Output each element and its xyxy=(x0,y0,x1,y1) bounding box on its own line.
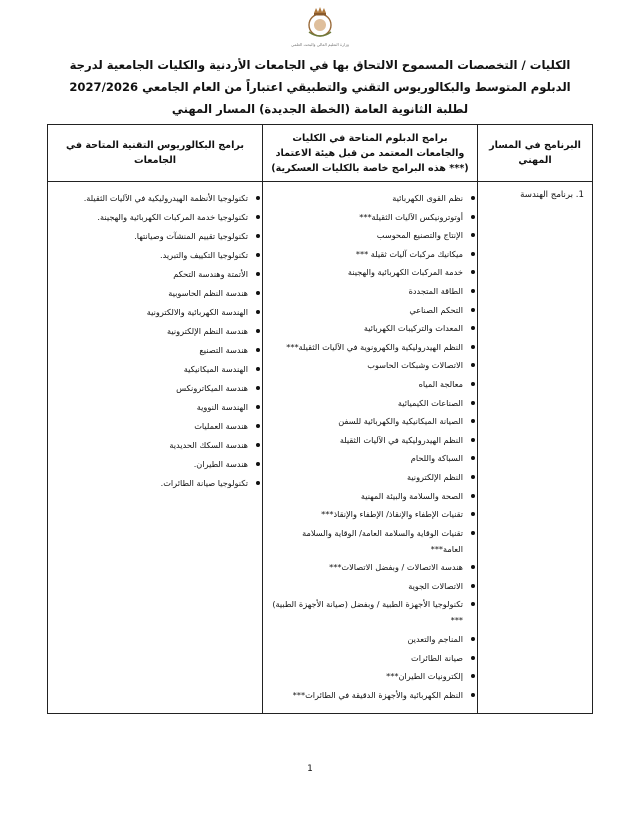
list-item: النظم الإلكترونية xyxy=(269,469,463,485)
list-item: المناجم والتعدين xyxy=(269,631,463,647)
list-item: إلكترونيات الطيران*** xyxy=(269,668,463,684)
list-item: تكنولوجيا خدمة المركبات الكهربائية والهجينة. xyxy=(54,209,248,225)
header-bachelor: برامج البكالوريوس التقنية المتاحة في الجامعات xyxy=(48,125,263,182)
list-item: الهندسة النووية xyxy=(54,399,248,415)
list-item: تقنيات الوقاية والسلامة العامة/ الوقاية والسلامة العامة*** xyxy=(269,525,463,557)
list-item: صيانة الطائرات xyxy=(269,650,463,666)
list-item: هندسة الميكاترونكس xyxy=(54,380,248,396)
list-item: ميكانيك مركبات آليات ثقيلة *** xyxy=(269,246,463,262)
crown-emblem-icon xyxy=(303,6,337,40)
list-item: الاتصالات الجوية xyxy=(269,578,463,594)
list-item: أوتوترونيكس الآليات الثقيلة*** xyxy=(269,209,463,225)
list-item: الهندسة الميكانيكية xyxy=(54,361,248,377)
list-item: الإنتاج والتصنيع المحوسب xyxy=(269,227,463,243)
list-item: الأتمتة وهندسة التحكم xyxy=(54,266,248,282)
list-item: خدمة المركبات الكهربائية والهجينة xyxy=(269,264,463,280)
list-item: هندسة الاتصالات / وبفضل الاتصالات*** xyxy=(269,559,463,575)
list-item: الصحة والسلامة والبيئة المهنية xyxy=(269,488,463,504)
list-item: تقنيات الإطفاء والإنقاذ/ الإطفاء والإنقاذ*** xyxy=(269,506,463,522)
list-item: هندسة النظم الإلكترونية xyxy=(54,323,248,339)
table-row xyxy=(48,182,593,714)
bachelor-cell xyxy=(48,182,263,714)
ministry-label: وزارة التعليم العالي والبحث العلمي xyxy=(291,42,349,47)
diploma-list xyxy=(263,182,477,713)
ministry-emblem xyxy=(290,6,350,52)
header-program: البرنامج في المسار المهني xyxy=(478,125,593,182)
page-title xyxy=(50,54,590,120)
header-diploma: برامج الدبلوم المتاحة في الكليات والجامعات المعتمد من قبل هيئة الاعتماد (*** هذه البرامج خاصة بالكليات العسكرية) xyxy=(263,125,478,182)
program-cell xyxy=(478,182,593,714)
title-line-3: لطلبة الثانوية العامة (الخطة الجديدة) المسار المهني xyxy=(171,102,469,116)
list-item: هندسة العمليات xyxy=(54,418,248,434)
list-item: نظم القوى الكهربائية xyxy=(269,190,463,206)
list-item: النظم الهيدروليكية والكهرونوية في الآليات الثقيلة*** xyxy=(269,339,463,355)
list-item: تكنولوجيا الأنظمة الهيدروليكية في الآليات الثقيلة. xyxy=(54,190,248,206)
title-line-1: الكليات / التخصصات المسموح الالتحاق بها في الجامعات الأردنية والكليات الجامعية لدرجة xyxy=(69,58,571,72)
list-item: الهندسة الكهربائية والالكترونية xyxy=(54,304,248,320)
list-item: الصناعات الكيميائية xyxy=(269,395,463,411)
list-item: تكنولوجيا تقييم المنشآت وصيانتها. xyxy=(54,228,248,244)
list-item: الطاقة المتجددة xyxy=(269,283,463,299)
list-item: السباكة واللحام xyxy=(269,450,463,466)
list-item: التحكم الصناعي xyxy=(269,302,463,318)
list-item: معالجة المياه xyxy=(269,376,463,392)
list-item: هندسة السكك الحديدية xyxy=(54,437,248,453)
page-number: 1 xyxy=(307,764,313,774)
list-item: المعدات والتركيبات الكهربائية xyxy=(269,320,463,336)
title-line-2: الدبلوم المتوسط والبكالوريوس التقني والتطبيقي اعتباراً من العام الجامعي 2027/2026 xyxy=(69,80,571,94)
list-item: هندسة التصنيع xyxy=(54,342,248,358)
table-header-row xyxy=(48,125,593,182)
list-item: تكنولوجيا التكييف والتبريد. xyxy=(54,247,248,263)
list-item: الصيانة الميكانيكية والكهربائية للسفن xyxy=(269,413,463,429)
list-item: تكنولوجيا الأجهزة الطبية / وبفضل (صيانة الأجهزة الطبية) *** xyxy=(269,596,463,628)
list-item: النظم الكهربائية والأجهزة الدقيقة في الطائرات*** xyxy=(269,687,463,703)
list-item: الاتصالات وشبكات الحاسوب xyxy=(269,357,463,373)
bachelor-list xyxy=(48,182,262,502)
diploma-cell xyxy=(263,182,478,714)
list-item: هندسة الطيران. xyxy=(54,456,248,472)
program-name: 1. برنامج الهندسة xyxy=(520,190,584,200)
list-item: تكنولوجيا صيانة الطائرات. xyxy=(54,475,248,491)
list-item: هندسة النظم الحاسوبية xyxy=(54,285,248,301)
list-item: النظم الهيدروليكية في الآليات الثقيلة xyxy=(269,432,463,448)
programs-table xyxy=(47,124,593,714)
